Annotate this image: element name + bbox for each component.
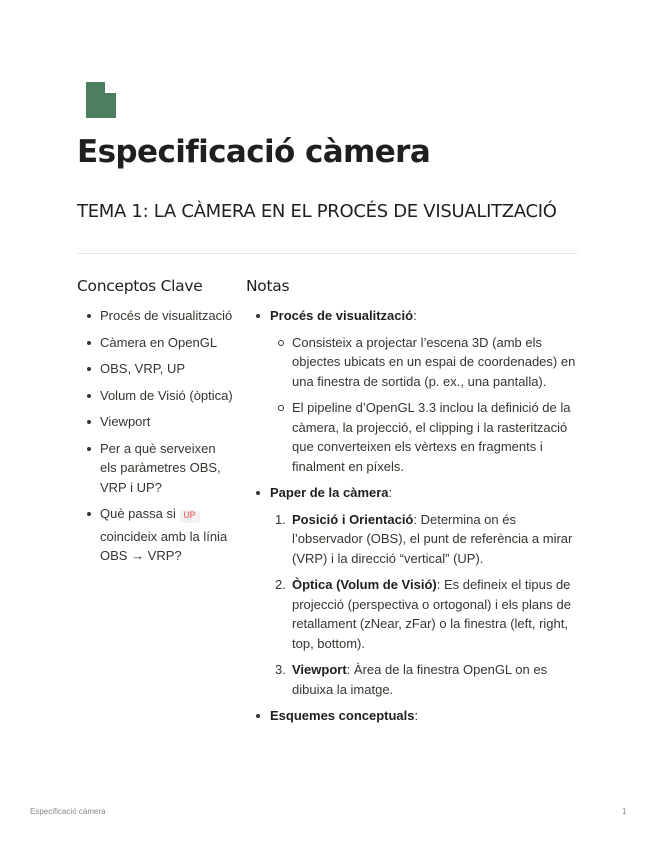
page-number: 1 xyxy=(622,807,627,816)
colon: : xyxy=(414,708,419,723)
list-item: Procés de visualització xyxy=(77,306,235,326)
item-text: : Determina on és l’observador (OBS), el punt de referència a mirar (VRP) i la direcció “vertical” (UP). xyxy=(292,511,573,566)
footer-title: Especificació càmera xyxy=(30,807,106,816)
bold-label: Viewport xyxy=(292,662,347,677)
numbered-item xyxy=(270,510,580,569)
inline-code: UP xyxy=(180,510,200,523)
notes-title: Notas xyxy=(246,277,290,295)
list-item: Viewport xyxy=(77,412,235,432)
list-item: Volum de Visió (òptica) xyxy=(77,386,235,406)
document-icon xyxy=(84,80,118,120)
bold-label: Òptica (Volum de Visió) xyxy=(292,577,437,592)
page-title: Especificació càmera xyxy=(77,134,431,170)
numbered-item xyxy=(270,660,580,699)
bold-label: Posició i Orientació xyxy=(292,511,414,527)
colon: : xyxy=(388,485,393,500)
list-item: Càmera en OpenGL xyxy=(77,333,235,353)
numbered-list xyxy=(270,510,580,700)
item-text: : Àrea de la finestra OpenGL on es dibuixa la imatge. xyxy=(292,662,548,697)
sub-list-item: El pipeline d’OpenGL 3.3 inclou la definició de la càmera, la projecció, el clipping i la rasterització que converteixen els vèrtexs en fragments i finalment en píxels. xyxy=(270,398,580,476)
concepts-column xyxy=(77,276,235,573)
colon: : xyxy=(413,308,417,323)
item-text: coincideix amb la línia OBS → VRP? xyxy=(100,528,228,563)
sub-list xyxy=(270,333,580,477)
list-item xyxy=(77,504,235,566)
item-text: : Es defineix el tipus de projecció (perspectiva o ortogonal) i els plans de retallament (zNear, zFar) o la finestra (left, right, top, bottom). xyxy=(292,577,571,651)
list-item xyxy=(246,706,580,726)
concepts-title: Conceptos Clave xyxy=(77,277,203,295)
bold-label: Esquemes conceptuals xyxy=(270,708,415,723)
bold-label: Paper de la càmera xyxy=(270,485,389,500)
list-item xyxy=(246,306,580,476)
concepts-list xyxy=(77,306,235,566)
numbered-item xyxy=(270,575,580,653)
section-heading: TEMA 1: LA CÀMERA EN EL PROCÉS DE VISUALITZACIÓ xyxy=(77,201,557,222)
list-item: OBS, VRP, UP xyxy=(77,359,235,379)
notes-column xyxy=(246,276,580,732)
item-number: 3. xyxy=(275,662,286,677)
item-text: Què passa si xyxy=(100,506,180,521)
divider xyxy=(77,253,578,254)
sub-list-item: Consisteix a projectar l’escena 3D (amb els objectes ubicats en un espai de coordenades) en una finestra de sortida (p. ex., una pantalla). xyxy=(270,333,580,392)
item-number: 2. xyxy=(275,577,286,592)
notes-list xyxy=(246,306,580,726)
list-item xyxy=(246,483,580,699)
bold-label: Procés de visualització xyxy=(270,308,414,323)
list-item: Per a què serveixen els paràmetres OBS, VRP i UP? xyxy=(77,439,235,498)
item-number: 1. xyxy=(275,511,286,527)
